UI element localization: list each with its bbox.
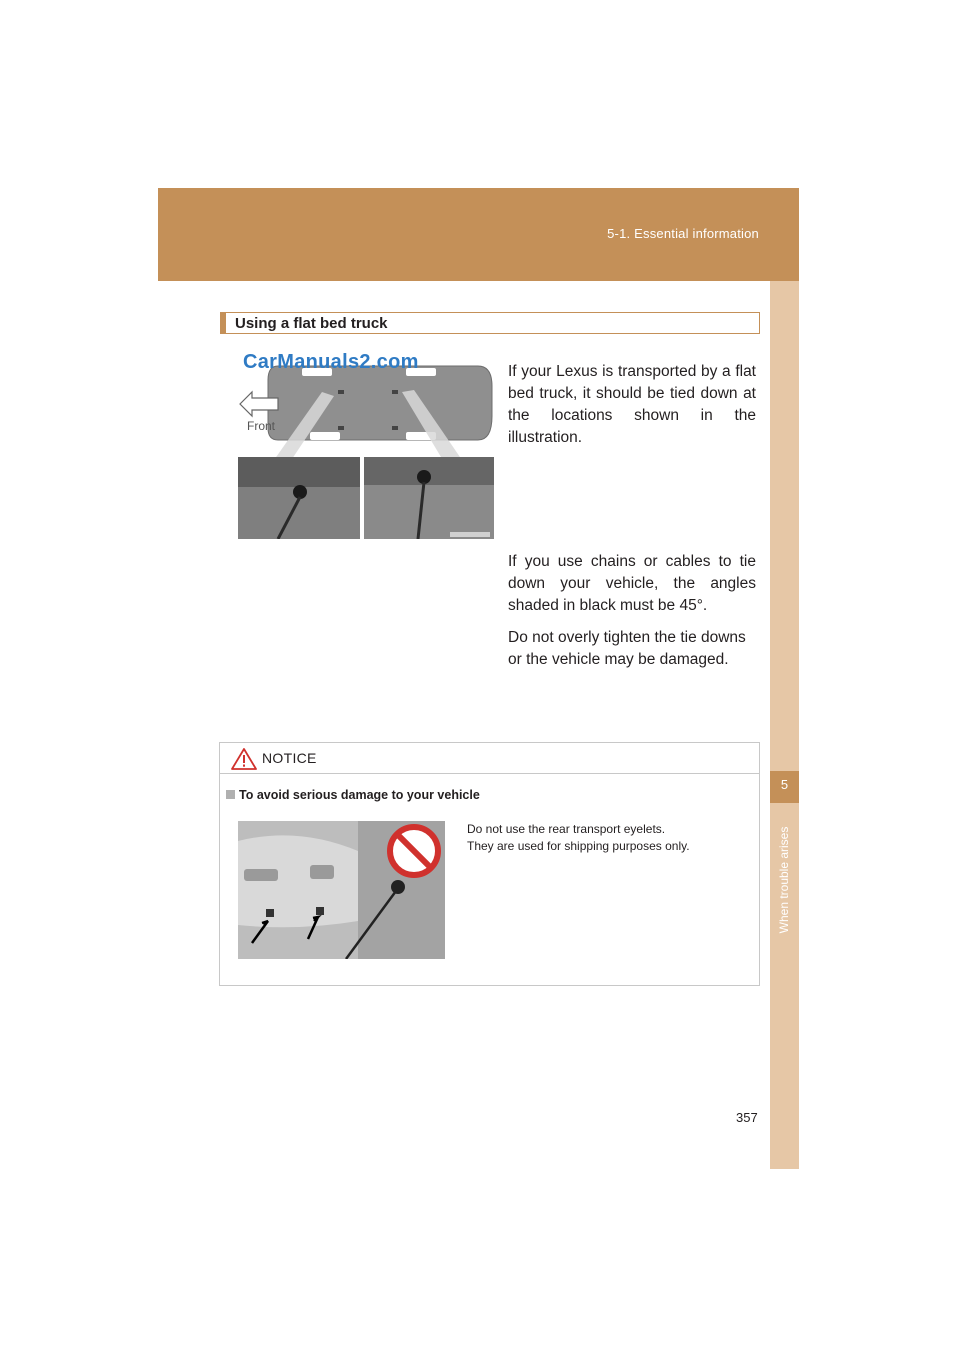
chapter-number: 5 [780,777,789,792]
section-heading [220,312,760,334]
warning-triangle-icon [231,748,257,770]
body-paragraph: If your Lexus is transported by a flat bed truck, it should be tied down at the locations shown in the illustration. [508,363,756,446]
notice-text [467,821,747,855]
chapter-title: When trouble arises [777,826,791,934]
section-breadcrumb: 5-1. Essential information [607,226,759,241]
body-paragraph: Do not overly tighten the tie downs or the vehicle may be damaged. [508,629,746,668]
watermark-text: CarManuals2.com [243,351,419,373]
body-paragraph: If you use chains or cables to tie down your vehicle, the angles shaded in black must be 45°. [508,553,756,614]
car-rear-shape [238,835,358,927]
notice-title: NOTICE [262,750,317,766]
header-bar [158,188,799,281]
notice-line: They are used for shipping purposes only. [467,839,690,853]
notice-divider [220,773,759,774]
notice-subheading [226,788,480,802]
tie-down-point-rear-left [310,432,340,440]
front-label: Front [247,419,276,433]
notice-line: Do not use the rear transport eyelets. [467,822,666,836]
notice-box [219,742,760,986]
section-title: Using a flat bed truck [235,315,388,332]
page-number: 357 [736,1110,758,1125]
chapter-side-strip [770,281,799,1169]
square-bullet-icon [226,790,235,799]
rear-eyelet-photo [238,821,445,959]
tie-down-illustration [238,362,494,539]
prohibited-icon [390,827,438,875]
notice-subheading-text: To avoid serious damage to your vehicle [239,788,480,802]
